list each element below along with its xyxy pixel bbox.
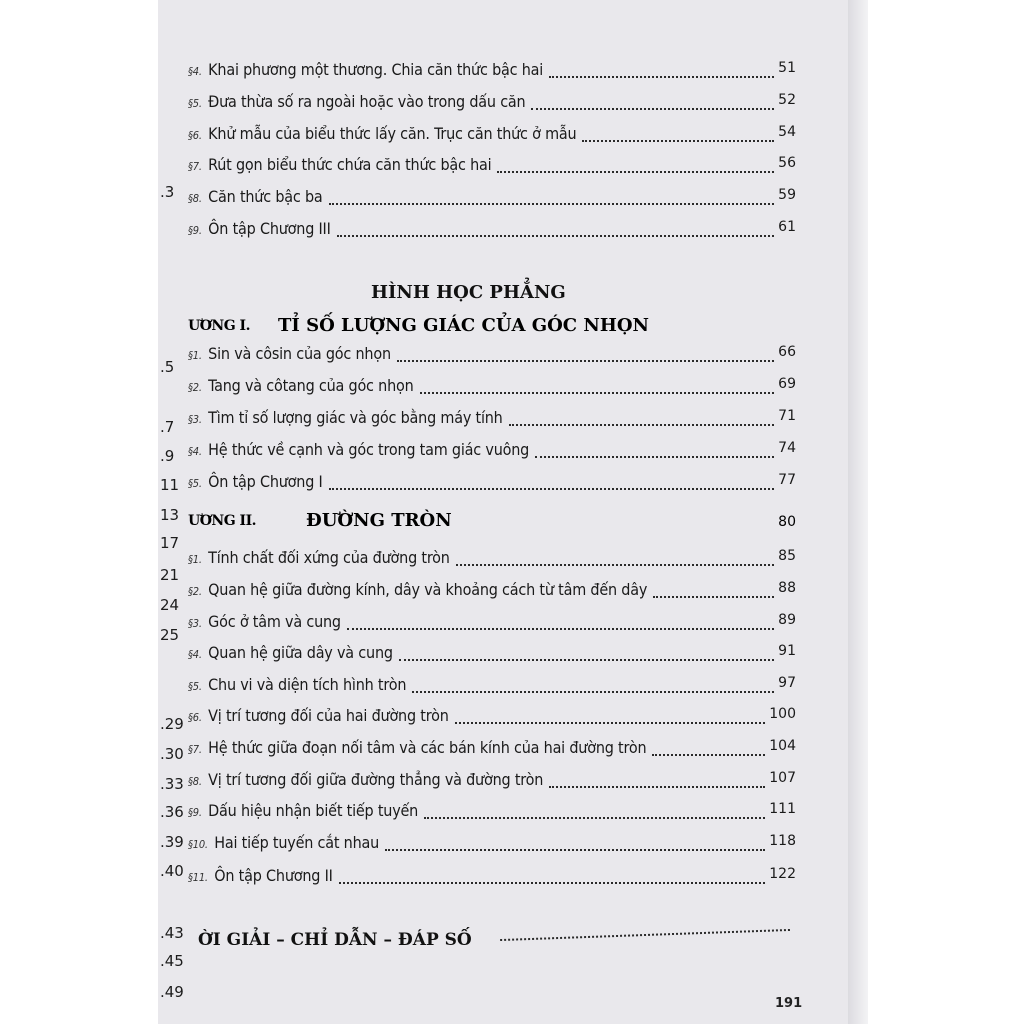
toc-entry	[158, 440, 848, 466]
section-number: §9.	[188, 224, 202, 237]
toc-entry	[158, 738, 848, 764]
page-number: 100	[769, 706, 796, 722]
leader-dots	[653, 594, 774, 598]
page-number: 88	[778, 580, 796, 596]
entry-text: Quan hệ giữa dây và cung	[203, 643, 393, 662]
chapter-page-number: 80	[778, 514, 796, 530]
margin-number: .45	[160, 952, 184, 970]
entry-text: Ôn tập Chương I	[203, 472, 323, 491]
entry-text: Rút gọn biểu thức chứa căn thức bậc hai	[203, 155, 492, 174]
section-number: §7.	[188, 743, 202, 756]
toc-entry	[158, 60, 848, 86]
toc-entry	[158, 344, 848, 370]
section-number: §7.	[188, 160, 202, 173]
section-number: §3.	[188, 617, 202, 630]
page-number: 107	[769, 770, 796, 786]
leader-dots	[531, 106, 774, 110]
toc-entry	[158, 92, 848, 118]
section-number: §4.	[188, 648, 202, 661]
page-number: 56	[778, 155, 796, 171]
leader-dots	[337, 233, 775, 237]
page-number: 104	[769, 738, 796, 754]
toc-entry-title	[188, 675, 406, 694]
entry-text: Chu vi và diện tích hình tròn	[203, 675, 407, 694]
toc-entry-title	[188, 866, 333, 885]
section-number: §5.	[188, 477, 202, 490]
leader-dots	[535, 454, 774, 458]
page-number: 89	[778, 612, 796, 628]
section-number: §4.	[188, 65, 202, 78]
page-number: 59	[778, 187, 796, 203]
leader-dots	[399, 657, 774, 661]
entry-text: Tính chất đối xứng của đường tròn	[203, 548, 450, 567]
leader-dots	[329, 486, 775, 490]
toc-entry-title	[188, 580, 647, 599]
toc-entry-title	[188, 408, 503, 427]
toc-entry-title	[188, 738, 646, 757]
margin-number: 17	[160, 534, 180, 552]
margin-number: .3	[160, 183, 175, 201]
toc-entry	[158, 124, 848, 150]
entry-text: Sin và côsin của góc nhọn	[203, 344, 391, 363]
toc-entry-title	[188, 706, 449, 725]
part-title: HÌNH HỌC PHẲNG	[371, 282, 566, 303]
leader-dots	[397, 358, 774, 362]
entry-text: Vị trí tương đối giữa đường thẳng và đường tròn	[203, 770, 544, 789]
page-number: 97	[778, 675, 796, 691]
chapter-label: ƯƠNG I.	[188, 318, 250, 334]
page-number: 69	[778, 376, 796, 392]
page-number: 61	[778, 219, 796, 235]
toc-entry-title	[188, 801, 418, 820]
margin-number: 25	[160, 626, 180, 644]
leader-dots	[339, 880, 766, 884]
leader-dots	[347, 626, 774, 630]
page-number: 52	[778, 92, 796, 108]
entry-text: Tìm tỉ số lượng giác và góc bằng máy tính	[203, 408, 503, 427]
toc-entry-title	[188, 612, 341, 631]
toc-entry	[158, 376, 848, 402]
toc-entry	[158, 219, 848, 245]
toc-entry	[158, 580, 848, 606]
page-number: 74	[778, 440, 796, 456]
leader-dots	[455, 720, 766, 724]
section-number: §11.	[188, 871, 208, 884]
toc-entry-title	[188, 472, 323, 491]
page-number: 91	[778, 643, 796, 659]
page-number: 77	[778, 472, 796, 488]
section-number: §5.	[188, 97, 202, 110]
toc-entry-title	[188, 124, 576, 143]
margin-number: .30	[160, 745, 184, 763]
toc-entry-title	[188, 643, 393, 662]
chapter-title: TỈ SỐ LƯỢNG GIÁC CỦA GÓC NHỌN	[278, 315, 649, 336]
margin-number: .43	[160, 924, 184, 942]
toc-entry-title	[188, 440, 529, 459]
final-section-title: ỜI GIẢI – CHỈ DẪN – ĐÁP SỐ	[198, 930, 472, 950]
entry-text: Khử mẫu của biểu thức lấy căn. Trục căn thức ở mẫu	[203, 124, 577, 143]
entry-text: Hệ thức về cạnh và góc trong tam giác vuông	[203, 440, 530, 459]
toc-entry	[158, 770, 848, 796]
toc-entry-title	[188, 344, 391, 363]
section-number: §5.	[188, 680, 202, 693]
chapter-title: ĐƯỜNG TRÒN	[306, 510, 452, 531]
section-number: §8.	[188, 775, 202, 788]
page-number: 118	[769, 833, 796, 849]
book-page	[158, 0, 848, 1024]
section-number: §3.	[188, 413, 202, 426]
page-number: 66	[778, 344, 796, 360]
page-footer-number: 191	[775, 996, 803, 1011]
leader-dots	[385, 847, 765, 851]
margin-number: .49	[160, 983, 184, 1001]
toc-entry	[158, 833, 848, 859]
toc-entry-title	[188, 770, 543, 789]
leader-dots	[549, 74, 774, 78]
toc-entry-title	[188, 548, 450, 567]
leader-dots	[500, 927, 790, 941]
toc-entry	[158, 612, 848, 638]
entry-text: Quan hệ giữa đường kính, dây và khoảng cách từ tâm đến dây	[203, 580, 648, 599]
leader-dots	[582, 138, 774, 142]
leader-dots	[329, 201, 775, 205]
margin-number: .36	[160, 803, 184, 821]
section-number: §9.	[188, 806, 202, 819]
section-number: §2.	[188, 585, 202, 598]
section-number: §6.	[188, 711, 202, 724]
entry-text: Góc ở tâm và cung	[203, 612, 341, 631]
toc-entry-title	[188, 60, 543, 79]
section-number: §2.	[188, 381, 202, 394]
margin-number: 21	[160, 566, 180, 584]
margin-number: .39	[160, 833, 184, 851]
toc-entry	[158, 408, 848, 434]
leader-dots	[420, 390, 775, 394]
section-number: §6.	[188, 129, 202, 142]
page-number: 85	[778, 548, 796, 564]
page-number: 111	[769, 801, 796, 817]
page-number: 54	[778, 124, 796, 140]
section-number: §1.	[188, 349, 202, 362]
toc-entry	[158, 801, 848, 827]
toc-entry	[158, 643, 848, 669]
margin-number: .29	[160, 715, 184, 733]
leader-dots	[456, 562, 774, 566]
entry-text: Đưa thừa số ra ngoài hoặc vào trong dấu căn	[203, 92, 526, 111]
section-number: §8.	[188, 192, 202, 205]
margin-number: 13	[160, 506, 180, 524]
toc-entry-title	[188, 219, 331, 238]
toc-entry	[158, 866, 848, 892]
page-number: 51	[778, 60, 796, 76]
entry-text: Hệ thức giữa đoạn nối tâm và các bán kính của hai đường tròn	[203, 738, 647, 757]
page-number: 122	[769, 866, 796, 882]
margin-number: 11	[160, 476, 180, 494]
leader-dots	[509, 422, 775, 426]
margin-number: .33	[160, 775, 184, 793]
entry-text: Căn thức bậc ba	[203, 187, 323, 206]
toc-entry	[158, 548, 848, 574]
margin-number: .5	[160, 358, 175, 376]
section-number: §4.	[188, 445, 202, 458]
margin-number: 24	[160, 596, 180, 614]
section-number: §10.	[188, 838, 208, 851]
entry-text: Tang và côtang của góc nhọn	[203, 376, 414, 395]
page-number: 71	[778, 408, 796, 424]
section-number: §1.	[188, 553, 202, 566]
margin-number: .40	[160, 862, 184, 880]
entry-text: Khai phương một thương. Chia căn thức bậc hai	[203, 60, 544, 79]
margin-number: .7	[160, 418, 175, 436]
entry-text: Ôn tập Chương II	[209, 866, 333, 885]
chapter-label: ƯƠNG II.	[188, 513, 257, 529]
leader-dots	[412, 689, 774, 693]
entry-text: Ôn tập Chương III	[203, 219, 331, 238]
entry-text: Dấu hiệu nhận biết tiếp tuyến	[203, 801, 419, 820]
leader-dots	[424, 815, 765, 819]
leader-dots	[652, 752, 765, 756]
toc-entry-title	[188, 833, 379, 852]
toc-entry	[158, 187, 848, 213]
toc-entry	[158, 706, 848, 732]
toc-entry	[158, 675, 848, 701]
toc-entry-title	[188, 155, 491, 174]
toc-entry	[158, 155, 848, 181]
leader-dots	[549, 784, 765, 788]
entry-text: Hai tiếp tuyến cắt nhau	[209, 833, 380, 852]
page-edge	[848, 0, 868, 1024]
entry-text: Vị trí tương đối của hai đường tròn	[203, 706, 449, 725]
toc-entry-title	[188, 376, 414, 395]
toc-entry-title	[188, 92, 525, 111]
toc-entry-title	[188, 187, 323, 206]
toc-entry	[158, 472, 848, 498]
margin-number: .9	[160, 447, 175, 465]
leader-dots	[497, 169, 774, 173]
